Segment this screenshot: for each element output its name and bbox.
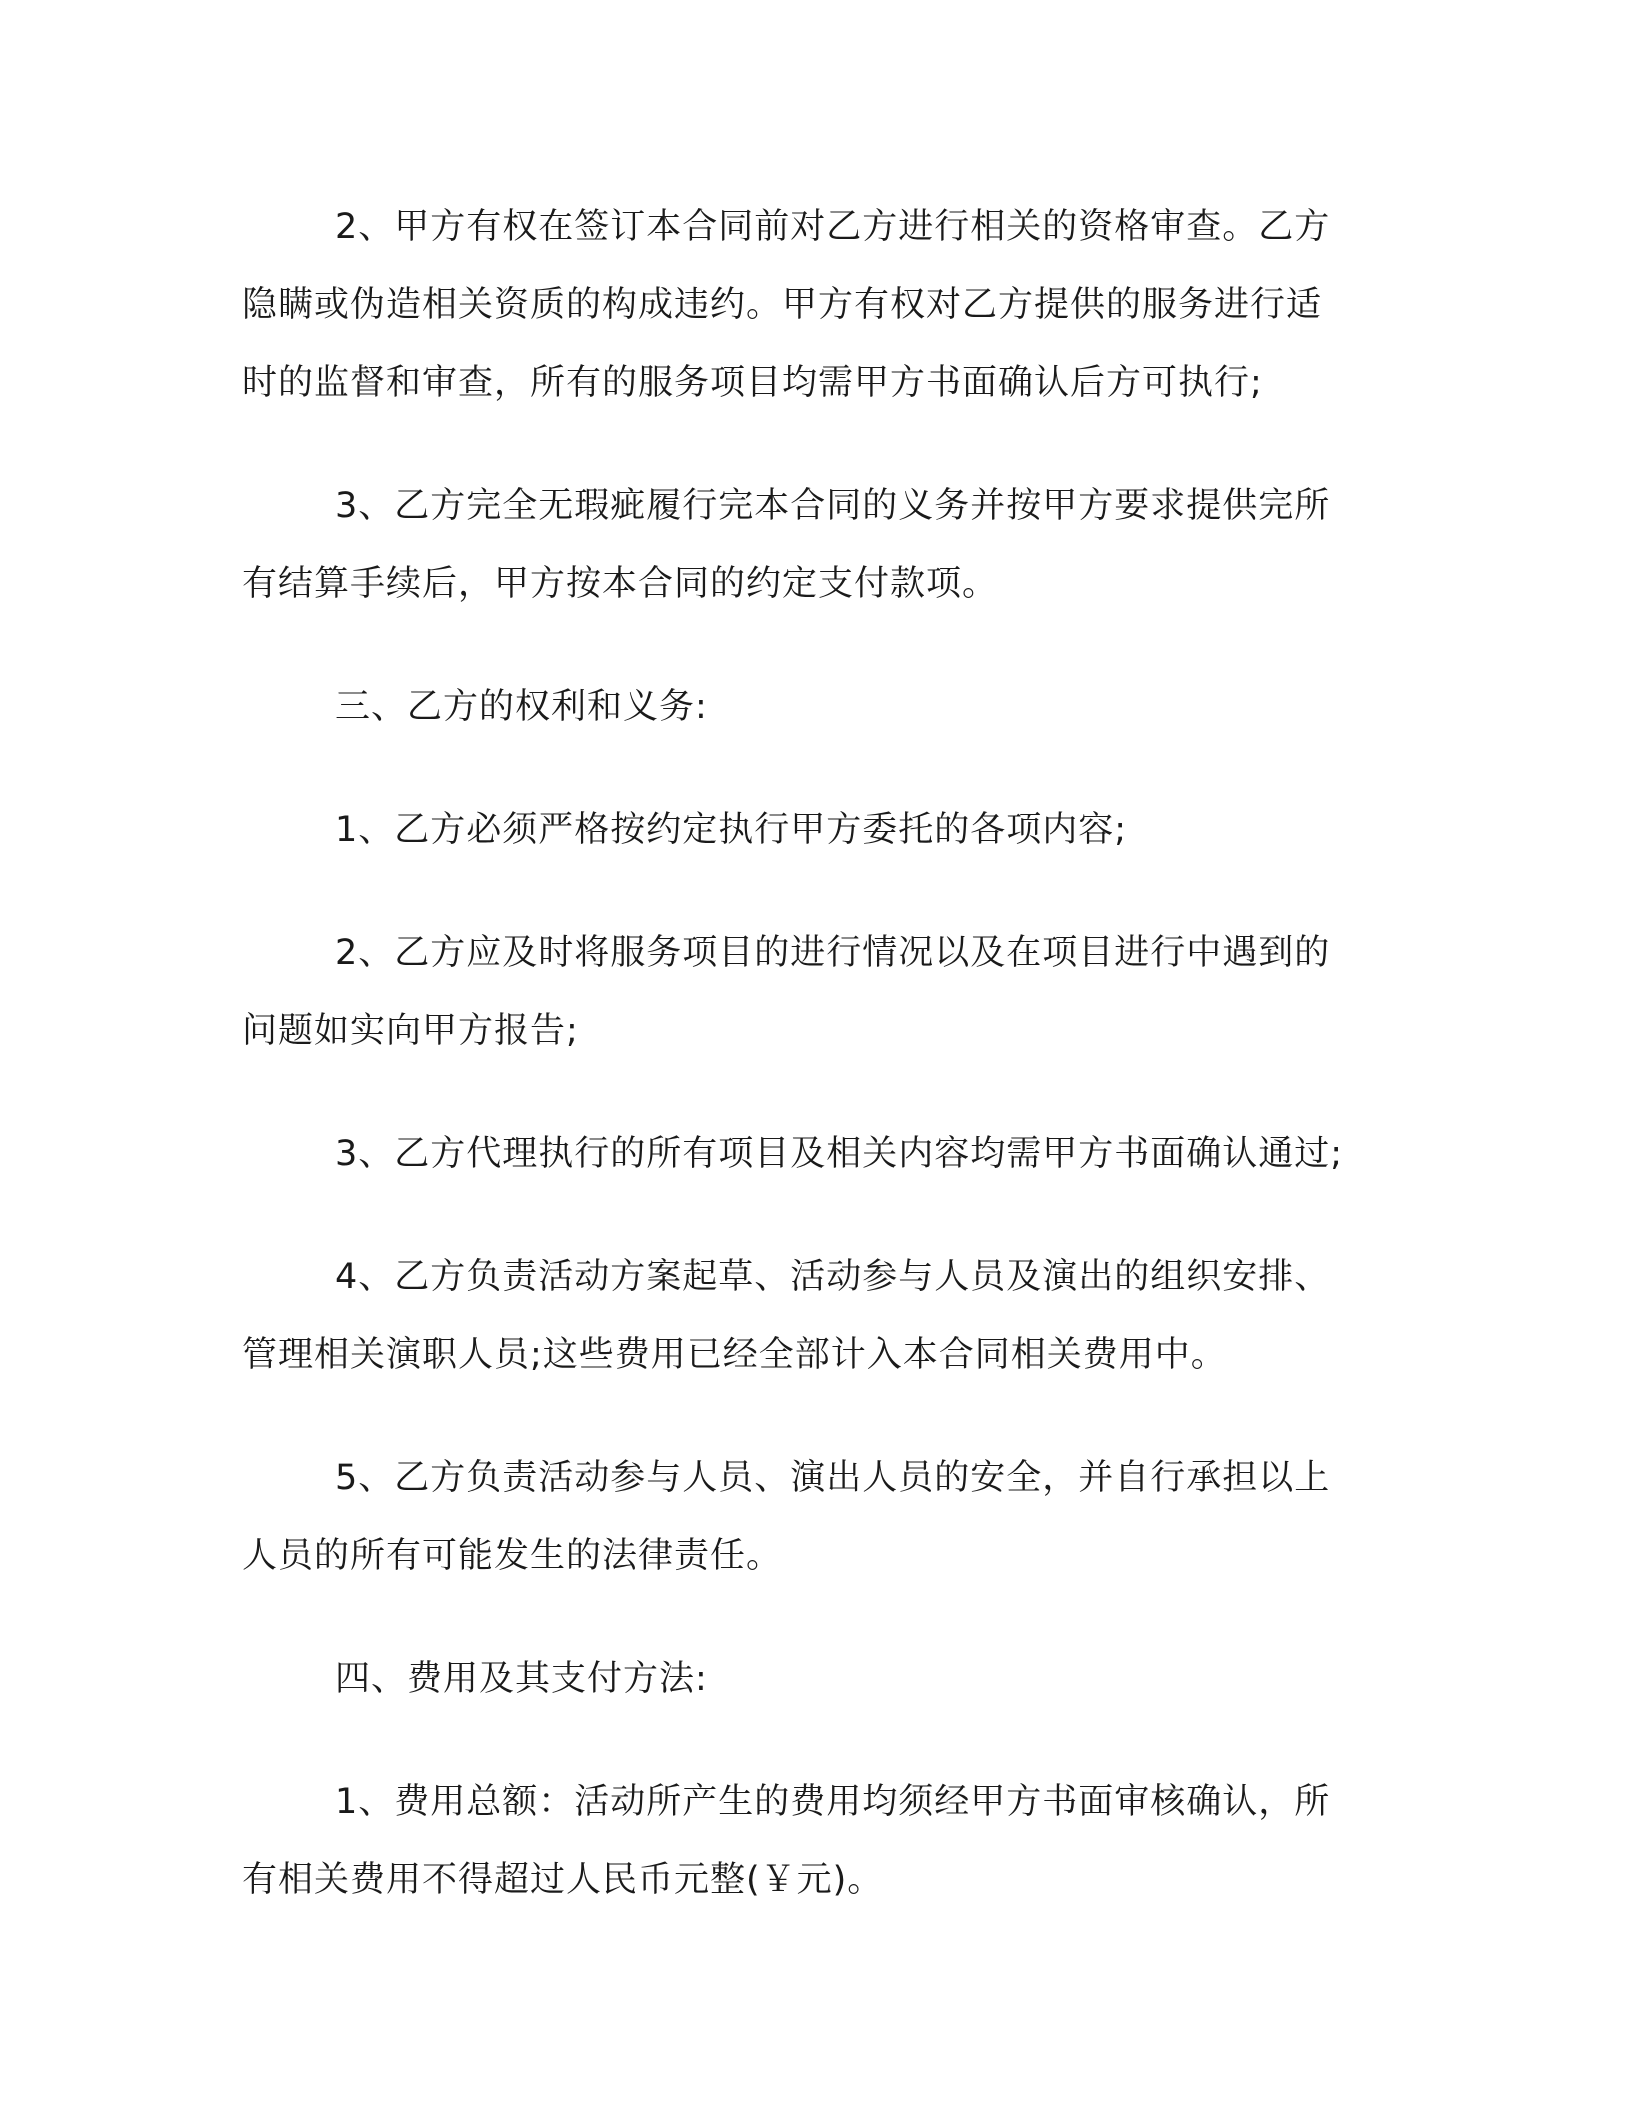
paragraph-party-b-duty-3 (242, 1115, 1367, 1193)
text-line: 3、乙方代理执行的所有项目及相关内容均需甲方书面确认通过; (335, 1134, 1344, 1174)
text-line: 四、费用及其支付方法: (335, 1659, 708, 1699)
text-line: 人员的所有可能发生的法律责任。 (242, 1536, 783, 1576)
paragraph-party-b-duty-2 (242, 914, 1367, 1070)
text-line: 问题如实向甲方报告; (242, 1011, 579, 1051)
paragraph-party-b-duty-4 (242, 1238, 1367, 1394)
text-line: 5、乙方负责活动参与人员、演出人员的安全，并自行承担以上 (335, 1458, 1331, 1498)
section-heading-fees (242, 1640, 1367, 1718)
text-line: 管理相关演职人员;这些费用已经全部计入本合同相关费用中。 (242, 1335, 1227, 1375)
text-line: 2、乙方应及时将服务项目的进行情况以及在项目进行中遇到的 (335, 933, 1331, 973)
paragraph-fees-1 (242, 1763, 1367, 1919)
section-heading-party-b (242, 668, 1367, 746)
paragraph-party-a-right-2 (242, 188, 1367, 422)
text-line: 3、乙方完全无瑕疵履行完本合同的义务并按甲方要求提供完所 (335, 486, 1331, 526)
paragraph-party-a-right-3 (242, 467, 1367, 623)
text-line: 有相关费用不得超过人民币元整(￥元)。 (242, 1860, 884, 1900)
text-line: 隐瞒或伪造相关资质的构成违约。甲方有权对乙方提供的服务进行适 (242, 285, 1323, 325)
paragraph-party-b-duty-5 (242, 1439, 1367, 1595)
text-line: 1、费用总额：活动所产生的费用均须经甲方书面审核确认，所 (335, 1782, 1331, 1822)
text-line: 三、乙方的权利和义务: (335, 687, 708, 727)
text-line: 4、乙方负责活动方案起草、活动参与人员及演出的组织安排、 (335, 1257, 1331, 1297)
text-line: 1、乙方必须严格按约定执行甲方委托的各项内容; (335, 810, 1128, 850)
text-line: 2、甲方有权在签订本合同前对乙方进行相关的资格审查。乙方 (335, 207, 1331, 247)
text-line: 有结算手续后，甲方按本合同的约定支付款项。 (242, 564, 999, 604)
paragraph-party-b-duty-1 (242, 791, 1367, 869)
text-line: 时的监督和审查，所有的服务项目均需甲方书面确认后方可执行; (242, 363, 1263, 403)
document-body (242, 188, 1367, 1964)
